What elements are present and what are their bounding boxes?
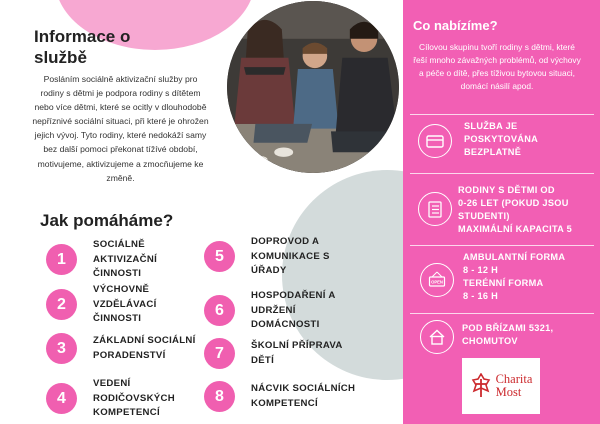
offer-address-text xyxy=(462,322,553,348)
help-item-number: 6 xyxy=(204,295,235,326)
divider xyxy=(410,245,594,246)
offer-title: Co nabízíme? xyxy=(413,18,498,33)
clipboard-list-icon xyxy=(418,192,452,226)
help-item-label: ZÁKLADNÍ SOCIÁLNÍ PORADENSTVÍ xyxy=(93,334,196,361)
credit-card-icon xyxy=(418,124,452,158)
info-body: Posláním sociálně aktivizační služby pro rodiny s dětmi je podpora rodiny s dítětem nebo více dětmi, které se ocitly v dlouhodobě nepříznivé sociální situaci, při které je ohrožen jejich vývoj. Tyto rodiny, které nedokáží samy bez další pomoci překonat tížívé období, motivujeme, aktivizujeme a zmocňujeme ke změně. xyxy=(32,74,209,183)
offer-line: BEZPLATNĚ xyxy=(464,147,522,158)
offer-line: 0-26 LET (POKUD JSOU xyxy=(458,198,569,209)
help-title: Jak pomáháme? xyxy=(40,211,174,230)
divider xyxy=(410,173,594,174)
open-sign-text: OPEN xyxy=(431,279,443,285)
help-item xyxy=(204,289,361,333)
offer-line: POD BŘÍZAMI 5321, xyxy=(462,323,554,333)
charita-cross-icon xyxy=(470,373,492,399)
help-item xyxy=(204,235,361,279)
help-item-number: 1 xyxy=(46,244,77,275)
help-item-label: HOSPODAŘENÍ A UDRŽENÍ DOMÁCNOSTI xyxy=(251,290,336,331)
offer-line: AMBULANTNÍ FORMA xyxy=(463,252,566,262)
help-item-number: 5 xyxy=(204,241,235,272)
help-item-number: 3 xyxy=(46,333,77,364)
help-item-label: SOCIÁLNĚ AKTIVIZAČNÍ ČINNOSTI xyxy=(93,239,158,280)
family-photo xyxy=(222,0,404,178)
offer-line: TERÉNNÍ FORMA xyxy=(463,278,544,289)
help-item-label: DOPROVOD A KOMUNIKACE S ÚŘADY xyxy=(251,236,330,277)
help-item-label: NÁCVIK SOCIÁLNÍCH KOMPETENCÍ xyxy=(251,382,356,409)
help-item-number: 4 xyxy=(46,383,77,414)
help-item-label: VÝCHOVNĚ VZDĚLÁVACÍ ČINNOSTI xyxy=(93,284,157,325)
help-item xyxy=(46,238,203,282)
logo-line-1: Charita xyxy=(495,372,533,386)
logo-line-2: Most xyxy=(495,385,522,399)
offer-hours-text xyxy=(463,251,565,303)
offer-free-text xyxy=(464,120,538,159)
family-photo-illustration xyxy=(227,1,399,173)
charita-logo xyxy=(462,358,540,414)
help-item-label: ŠKOLNÍ PŘÍPRAVA DĚTÍ xyxy=(251,339,343,366)
offer-line: STUDENTI) xyxy=(458,211,510,222)
open-sign-icon xyxy=(420,263,454,297)
help-item xyxy=(204,338,361,369)
offer-line: 8 - 16 H xyxy=(463,291,499,302)
logo-text xyxy=(496,373,533,399)
info-title: Informace o službě xyxy=(34,27,131,67)
help-item-number: 2 xyxy=(46,289,77,320)
home-icon xyxy=(420,320,454,354)
offer-line: CHOMUTOV xyxy=(462,336,518,347)
help-item xyxy=(46,283,203,327)
offer-line: 8 - 12 H xyxy=(463,265,499,276)
help-item-label: VEDENÍ RODIČOVSKÝCH KOMPETENCÍ xyxy=(93,378,175,419)
help-item-number: 8 xyxy=(204,381,235,412)
help-item-number: 7 xyxy=(204,338,235,369)
offer-line: POSKYTOVÁNA xyxy=(464,134,539,145)
offer-line: SLUŽBA JE xyxy=(464,121,518,131)
offer-line: MAXIMÁLNÍ KAPACITA 5 xyxy=(458,224,573,235)
divider xyxy=(410,313,594,314)
help-item xyxy=(46,333,203,364)
divider xyxy=(410,114,594,115)
help-item xyxy=(204,381,361,412)
offer-body: Cílovou skupinu tvoří rodiny s dětmi, které řeší mnoho závažných problémů, od výchovy a péče o dítě, přes tíživou bytovou situaci, domácí násilí apod. xyxy=(413,42,581,92)
help-item xyxy=(46,377,203,421)
offer-line: RODINY S DĚTMI OD xyxy=(458,185,555,195)
offer-target-text xyxy=(458,184,572,236)
